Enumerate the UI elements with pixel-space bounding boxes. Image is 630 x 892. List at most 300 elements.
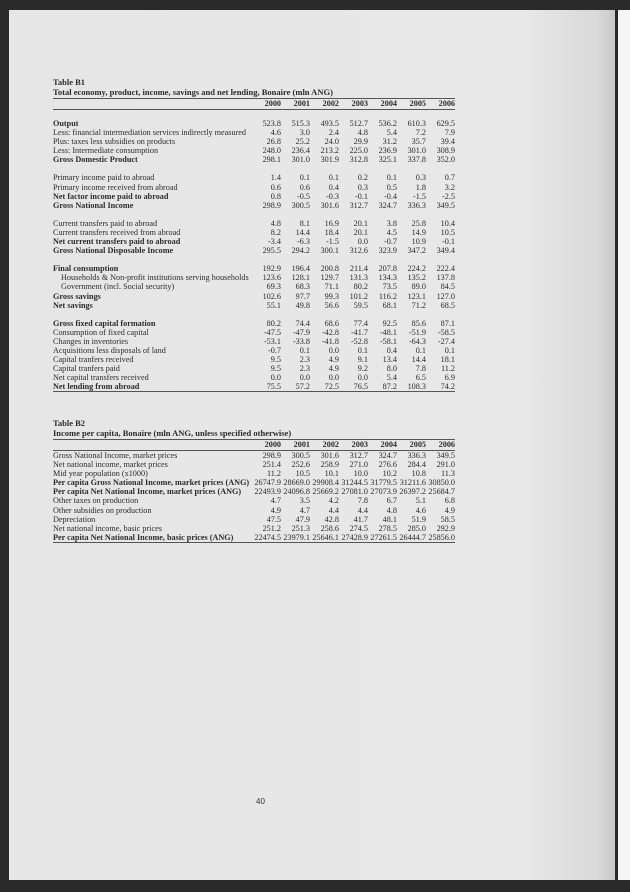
row-label: Gross fixed capital formation — [53, 318, 156, 328]
cell-value: 4.9 — [328, 355, 339, 365]
cell-value: 48.1 — [382, 514, 397, 524]
column-header-year: 2002 — [310, 440, 339, 451]
cell-value: 47.9 — [295, 514, 310, 524]
cell-value: 515.3 — [291, 119, 310, 128]
cell-value: 71.1 — [324, 282, 339, 292]
table-row — [53, 469, 455, 478]
table-row — [53, 364, 455, 373]
spacer-row — [53, 255, 455, 264]
cell-value: 74.4 — [295, 318, 310, 328]
cell-value: 325.1 — [378, 155, 397, 165]
cell-value: -27.4 — [437, 336, 455, 346]
cell-value: 23979.1 — [281, 533, 310, 543]
cell-value: 84.5 — [440, 282, 455, 292]
row-label: Capital tranfers received — [53, 355, 134, 365]
cell-value: 0.1 — [386, 173, 397, 183]
row-label: Gross National Income, market prices — [53, 451, 178, 460]
cell-value: 4.7 — [270, 496, 281, 506]
cell-value: 31.2 — [382, 137, 397, 147]
cell-value: -0.5 — [297, 191, 310, 201]
cell-value: 4.9 — [328, 364, 339, 374]
cell-value: 87.1 — [440, 318, 455, 328]
cell-value: 0.0 — [299, 373, 310, 383]
cell-value: 129.7 — [320, 273, 339, 283]
row-label: Households & Non-profit institutions serving households — [61, 273, 249, 283]
cell-value: 0.0 — [270, 373, 281, 383]
cell-value: 291.0 — [436, 460, 455, 470]
cell-value: 0.5 — [386, 182, 397, 192]
cell-value: 26397.2 — [399, 487, 426, 497]
cell-value: 123.6 — [262, 273, 281, 283]
row-label: Gross National Income — [53, 200, 134, 210]
cell-value: 251.4 — [262, 460, 281, 470]
cell-value: 271.0 — [349, 460, 368, 470]
column-header-year: 2006 — [426, 99, 455, 110]
table-b2 — [53, 418, 455, 543]
table-number: Table B1 — [53, 77, 86, 87]
cell-value: 312.6 — [349, 246, 368, 256]
cell-value: 0.4 — [328, 182, 339, 192]
cell-value: 39.4 — [440, 137, 455, 147]
cell-value: 7.2 — [415, 128, 426, 138]
row-label: Output — [53, 119, 79, 128]
cell-value: 0.0 — [328, 373, 339, 383]
cell-value: 68.3 — [295, 282, 310, 292]
cell-value: 14.9 — [411, 227, 426, 237]
cell-value: 0.1 — [415, 345, 426, 355]
cell-value: 349.5 — [436, 200, 455, 210]
cell-value: 0.0 — [357, 373, 368, 383]
cell-value: 31244.5 — [341, 478, 368, 488]
cell-value: 1.4 — [270, 173, 281, 183]
cell-value: 4.9 — [270, 505, 281, 515]
cell-value: 236.4 — [291, 146, 310, 156]
row-label: Less: financial intermediation services indirectly measured — [53, 128, 247, 138]
cell-value: 134.3 — [378, 273, 397, 283]
cell-value: 89.0 — [411, 282, 426, 292]
cell-value: 200.8 — [320, 264, 339, 274]
cell-value: 4.7 — [299, 505, 310, 515]
data-table — [53, 99, 455, 392]
cell-value: -0.7 — [384, 237, 397, 247]
cell-value: 285.0 — [407, 523, 426, 533]
cell-value: 0.6 — [270, 182, 281, 192]
table-row — [53, 382, 455, 392]
table-row — [53, 319, 455, 328]
cell-value: 11.3 — [440, 469, 455, 479]
cell-value: 2.3 — [299, 355, 310, 365]
cell-value: 4.6 — [415, 505, 426, 515]
cell-value: 11.2 — [440, 364, 455, 374]
row-label: Gross National Disposable Income — [53, 246, 174, 256]
cell-value: 29.9 — [353, 137, 368, 147]
cell-value: 101.2 — [349, 291, 368, 301]
cell-value: 76.5 — [339, 382, 368, 392]
cell-value: 80.2 — [266, 318, 281, 328]
cell-value: 13.4 — [382, 355, 397, 365]
cell-value: 0.1 — [357, 345, 368, 355]
column-header-year: 2004 — [368, 440, 397, 451]
table-row — [53, 282, 455, 291]
cell-value: 236.9 — [378, 146, 397, 156]
cell-value: 42.8 — [324, 514, 339, 524]
cell-value: 7.8 — [357, 496, 368, 506]
cell-value: -6.3 — [297, 237, 310, 247]
column-header-year: 2003 — [339, 99, 368, 110]
row-label: Gross savings — [53, 291, 101, 301]
cell-value: 278.5 — [378, 523, 397, 533]
cell-value: 24.0 — [324, 137, 339, 147]
row-label: Consumption of fixed capital — [53, 327, 149, 337]
table-row — [53, 264, 455, 273]
cell-value: 6.5 — [415, 373, 426, 383]
table-row — [53, 460, 455, 469]
cell-value: 24096.8 — [283, 487, 310, 497]
cell-value: -0.1 — [355, 191, 368, 201]
table-title: Total economy, product, income, savings and net lending, Bonaire (mln ANG) — [53, 87, 455, 99]
cell-value: 0.1 — [299, 345, 310, 355]
cell-value: 0.7 — [444, 173, 455, 183]
row-label: Net factor income paid to abroad — [53, 191, 169, 201]
cell-value: 9.5 — [270, 364, 281, 374]
cell-value: 323.9 — [378, 246, 397, 256]
row-label: Acquisitions less disposals of land — [53, 345, 166, 355]
column-header-year: 2001 — [281, 440, 310, 451]
cell-value: 0.6 — [299, 182, 310, 192]
cell-value: 3.5 — [299, 496, 310, 506]
cell-value: 26444.7 — [397, 533, 426, 543]
row-label: Government (incl. Social security) — [61, 282, 175, 292]
cell-value: -53.1 — [263, 336, 281, 346]
row-label: Net savings — [53, 300, 93, 310]
column-header-year: 2005 — [397, 440, 426, 451]
row-label: Changes in inventories — [53, 336, 129, 346]
cell-value: -48.1 — [379, 327, 397, 337]
table-title: Income per capita, Bonaire (mln ANG, unless specified otherwise) — [53, 428, 455, 440]
cell-value: -0.4 — [384, 191, 397, 201]
table-b1 — [53, 77, 455, 392]
cell-value: 523.8 — [262, 119, 281, 128]
cell-value: 4.4 — [357, 505, 368, 515]
row-label: Final consumption — [53, 264, 119, 274]
table-row — [53, 292, 455, 301]
cell-value: 252.6 — [291, 460, 310, 470]
row-label: Less: Intermediate consumption — [53, 146, 159, 156]
cell-value: 26747.9 — [254, 478, 281, 488]
cell-value: 512.7 — [349, 119, 368, 128]
cell-value: -41.7 — [350, 327, 368, 337]
cell-value: 248.0 — [262, 146, 281, 156]
column-header-year: 2000 — [252, 440, 281, 451]
cell-value: 4.8 — [270, 218, 281, 228]
cell-value: -2.5 — [442, 191, 455, 201]
cell-value: 6.9 — [444, 373, 455, 383]
cell-value: 4.8 — [357, 128, 368, 138]
cell-value: 300.1 — [320, 246, 339, 256]
cell-value: 27081.0 — [341, 487, 368, 497]
cell-value: -47.5 — [263, 327, 281, 337]
table-row — [53, 533, 455, 543]
cell-value: -0.7 — [268, 345, 281, 355]
cell-value: 610.3 — [407, 119, 426, 128]
table-row — [53, 487, 455, 496]
row-label: Primary income received from abroad — [53, 182, 178, 192]
column-header-year: 2006 — [426, 440, 455, 451]
cell-value: 312.7 — [349, 200, 368, 210]
cell-value: 68.5 — [440, 300, 455, 310]
cell-value: 493.5 — [320, 119, 339, 128]
row-label: Per capita Net National Income, market prices (ANG) — [53, 487, 242, 497]
cell-value: -64.3 — [408, 336, 426, 346]
cell-value: 10.2 — [382, 469, 397, 479]
cell-value: 4.5 — [386, 227, 397, 237]
cell-value: 536.2 — [378, 119, 397, 128]
cell-value: 224.2 — [407, 264, 426, 274]
cell-value: 213.2 — [320, 146, 339, 156]
page-edge — [618, 10, 630, 880]
cell-value: 131.3 — [349, 273, 368, 283]
cell-value: 207.8 — [378, 264, 397, 274]
cell-value: -3.4 — [268, 237, 281, 247]
cell-value: 222.4 — [436, 264, 455, 274]
cell-value: 69.3 — [266, 282, 281, 292]
table-row — [53, 373, 455, 382]
table-row — [53, 228, 455, 237]
cell-value: 10.0 — [353, 469, 368, 479]
cell-value: 347.2 — [407, 246, 426, 256]
table-row — [53, 237, 455, 246]
cell-value: 8.0 — [386, 364, 397, 374]
column-header-year: 2005 — [397, 99, 426, 110]
cell-value: 301.9 — [320, 155, 339, 165]
cell-value: 68.6 — [324, 318, 339, 328]
cell-value: 4.2 — [328, 496, 339, 506]
cell-value: 30850.0 — [428, 478, 455, 488]
cell-value: 92.5 — [382, 318, 397, 328]
cell-value: -0.3 — [326, 191, 339, 201]
table-row — [53, 506, 455, 515]
cell-value: 25.2 — [295, 137, 310, 147]
cell-value: -42.8 — [321, 327, 339, 337]
cell-value: 294.2 — [291, 246, 310, 256]
table-row — [53, 524, 455, 533]
cell-value: 135.2 — [407, 273, 426, 283]
cell-value: 25669.2 — [312, 487, 339, 497]
cell-value: 295.5 — [262, 246, 281, 256]
table-row — [53, 219, 455, 228]
row-label: Net capital transfers received — [53, 373, 149, 383]
row-label: Net national income, basic prices — [53, 523, 162, 533]
cell-value: 27428.9 — [339, 533, 368, 543]
cell-value: 5.1 — [415, 496, 426, 506]
cell-value: 51.9 — [411, 514, 426, 524]
cell-value: 2.4 — [328, 128, 339, 138]
cell-value: 137.8 — [436, 273, 455, 283]
table-row — [53, 201, 455, 210]
cell-value: 41.7 — [353, 514, 368, 524]
table-row — [53, 155, 455, 164]
row-label: Mid year population (x1000) — [53, 469, 148, 479]
cell-value: 20.1 — [353, 227, 368, 237]
cell-value: 4.6 — [270, 128, 281, 138]
cell-value: 31211.6 — [399, 478, 426, 488]
cell-value: 301.0 — [407, 146, 426, 156]
data-table — [53, 440, 455, 543]
cell-value: 0.2 — [357, 173, 368, 183]
cell-value: 10.9 — [411, 237, 426, 247]
column-header-year: 2001 — [281, 99, 310, 110]
row-label: Gross Domestic Product — [53, 155, 138, 165]
cell-value: 11.2 — [266, 469, 281, 479]
cell-value: 8.2 — [270, 227, 281, 237]
row-label: Other subsidies on production — [53, 505, 152, 515]
cell-value: 308.9 — [436, 146, 455, 156]
cell-value: 284.4 — [407, 460, 426, 470]
cell-value: 629.5 — [436, 119, 455, 128]
cell-value: 20.1 — [353, 218, 368, 228]
cell-value: 10.1 — [324, 469, 339, 479]
cell-value: 324.7 — [378, 451, 397, 460]
cell-value: 87.2 — [368, 382, 397, 392]
cell-value: 25684.7 — [428, 487, 455, 497]
cell-value: 57.2 — [281, 382, 310, 392]
row-label: Current transfers received from abroad — [53, 227, 181, 237]
cell-value: 74.2 — [426, 382, 455, 392]
cell-value: 2.3 — [299, 364, 310, 374]
table-row — [53, 346, 455, 355]
cell-value: 3.0 — [299, 128, 310, 138]
table-row — [53, 146, 455, 155]
cell-value: 0.1 — [328, 173, 339, 183]
cell-value: 80.2 — [353, 282, 368, 292]
cell-value: 7.9 — [444, 128, 455, 138]
cell-value: 68.1 — [382, 300, 397, 310]
table-row — [53, 301, 455, 310]
cell-value: 49.8 — [295, 300, 310, 310]
cell-value: 225.0 — [349, 146, 368, 156]
cell-value: 123.1 — [407, 291, 426, 301]
table-row — [53, 478, 455, 487]
cell-value: 298.9 — [262, 200, 281, 210]
cell-value: -51.9 — [408, 327, 426, 337]
cell-value: 5.4 — [386, 373, 397, 383]
cell-value: 251.3 — [291, 523, 310, 533]
cell-value: 99.3 — [324, 291, 339, 301]
row-label: Net lending from abroad — [53, 382, 252, 392]
cell-value: -47.9 — [292, 327, 310, 337]
cell-value: 6.8 — [444, 496, 455, 506]
spacer-row — [53, 110, 455, 120]
cell-value: 192.9 — [262, 264, 281, 274]
cell-value: 0.3 — [357, 182, 368, 192]
cell-value: 336.3 — [407, 451, 426, 460]
cell-value: 14.4 — [295, 227, 310, 237]
cell-value: 72.5 — [310, 382, 339, 392]
cell-value: 28669.0 — [283, 478, 310, 488]
cell-value: 108.3 — [397, 382, 426, 392]
cell-value: 71.2 — [411, 300, 426, 310]
cell-value: -1.5 — [326, 237, 339, 247]
table-row — [53, 355, 455, 364]
cell-value: 258.6 — [320, 523, 339, 533]
cell-value: 0.8 — [270, 191, 281, 201]
cell-value: 18.4 — [324, 227, 339, 237]
cell-value: -58.5 — [437, 327, 455, 337]
cell-value: 85.6 — [411, 318, 426, 328]
cell-value: 1.8 — [415, 182, 426, 192]
cell-value: -33.8 — [292, 336, 310, 346]
table-row — [53, 183, 455, 192]
cell-value: 298.9 — [262, 451, 281, 460]
cell-value: 5.4 — [386, 128, 397, 138]
cell-value: 14.4 — [411, 355, 426, 365]
cell-value: 10.5 — [440, 227, 455, 237]
cell-value: 196.4 — [291, 264, 310, 274]
cell-value: 25856.0 — [426, 533, 455, 543]
cell-value: 128.1 — [291, 273, 310, 283]
cell-value: 27073.9 — [370, 487, 397, 497]
cell-value: 25646.1 — [310, 533, 339, 543]
cell-value: 25.8 — [411, 218, 426, 228]
row-label: Depreciation — [53, 514, 96, 524]
cell-value: 352.0 — [436, 155, 455, 165]
cell-value: 4.8 — [386, 505, 397, 515]
cell-value: 349.4 — [436, 246, 455, 256]
cell-value: 22474.5 — [252, 533, 281, 543]
cell-value: -41.8 — [321, 336, 339, 346]
table-row — [53, 328, 455, 337]
cell-value: 336.3 — [407, 200, 426, 210]
cell-value: 56.6 — [324, 300, 339, 310]
cell-value: 301.0 — [291, 155, 310, 165]
cell-value: 0.0 — [357, 237, 368, 247]
cell-value: 127.0 — [436, 291, 455, 301]
row-label: Net national income, market prices — [53, 460, 168, 470]
cell-value: 312.7 — [349, 451, 368, 460]
cell-value: -0.1 — [442, 237, 455, 247]
table-row — [53, 192, 455, 201]
row-label: Other taxes on production — [53, 496, 139, 506]
cell-value: 102.6 — [262, 291, 281, 301]
cell-value: 258.9 — [320, 460, 339, 470]
cell-value: 58.5 — [440, 514, 455, 524]
spacer-row — [53, 210, 455, 219]
cell-value: 59.5 — [353, 300, 368, 310]
table-row — [53, 173, 455, 182]
table-row — [53, 496, 455, 505]
cell-value: 116.2 — [378, 291, 397, 301]
table-row — [53, 273, 455, 282]
cell-value: 8.1 — [299, 218, 310, 228]
spacer-row — [53, 310, 455, 319]
cell-value: 0.1 — [299, 173, 310, 183]
cell-value: 10.4 — [440, 218, 455, 228]
cell-value: 0.1 — [444, 345, 455, 355]
table-row — [53, 337, 455, 346]
cell-value: 300.5 — [291, 200, 310, 210]
cell-value: -58.1 — [379, 336, 397, 346]
cell-value: 301.6 — [320, 200, 339, 210]
row-label: Per capita Net National Income, basic prices (ANG) — [53, 533, 252, 543]
cell-value: -52.8 — [350, 336, 368, 346]
cell-value: 312.8 — [349, 155, 368, 165]
cell-value: 73.5 — [382, 282, 397, 292]
page-number: 40 — [256, 797, 265, 806]
table-row — [53, 128, 455, 137]
cell-value: 9.1 — [357, 355, 368, 365]
cell-value: -1.5 — [413, 191, 426, 201]
cell-value: 9.5 — [270, 355, 281, 365]
